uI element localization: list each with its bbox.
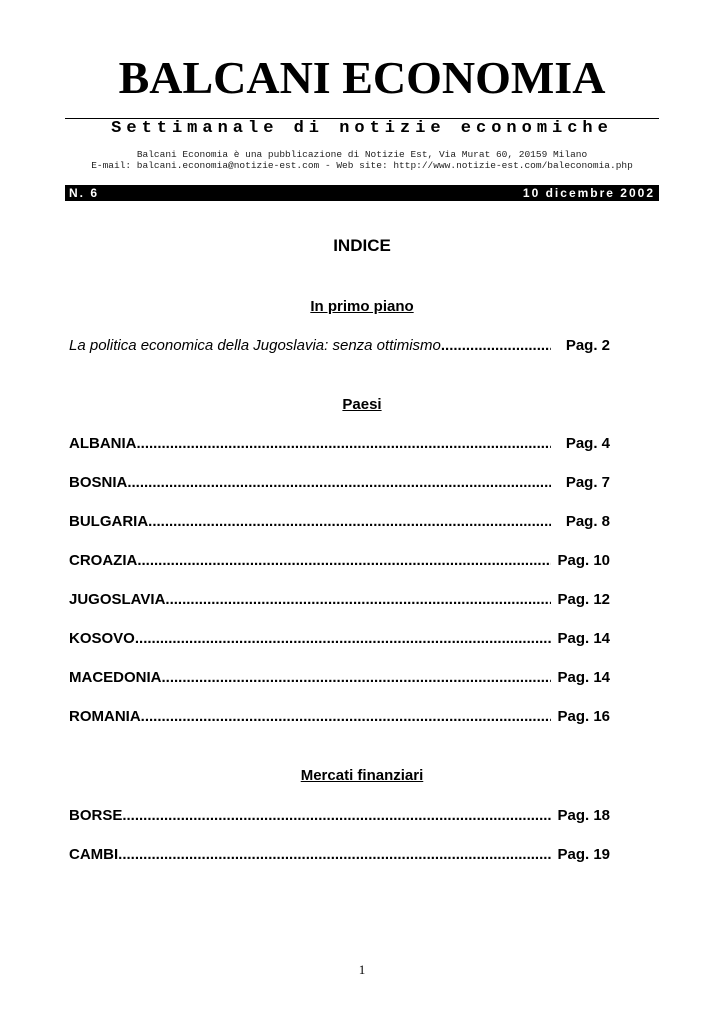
contact-line: E-mail: balcani.economia@notizie-est.com - Web site: http://www.notizie-est.com/baleconomia.php [91, 160, 633, 171]
issue-number: N. 6 [69, 186, 100, 200]
publisher-info [65, 149, 659, 171]
toc-entry-albania[interactable] [69, 434, 610, 454]
section-title-in-primo-piano: In primo piano [310, 298, 414, 315]
masthead-subtitle: Settimanale di notizie economiche [111, 119, 613, 138]
toc-entry-label: BORSE [69, 807, 123, 824]
toc-leader-dots [148, 512, 551, 532]
section-title-paesi: Paesi [342, 396, 382, 413]
toc-leader-dots [122, 806, 551, 826]
publisher-line: Balcani Economia è una pubblicazione di Notizie Est, Via Murat 60, 20159 Milano [136, 149, 588, 160]
toc-entry-label: CAMBI [69, 846, 119, 863]
toc-entry-label: KOSOVO [69, 630, 135, 647]
toc-leader-dots [165, 590, 551, 610]
toc-leader-dots [135, 629, 551, 649]
toc-entry-page: Pag. 7 [565, 474, 610, 491]
toc-entry-page: Pag. 2 [565, 337, 610, 354]
toc-entry[interactable] [69, 336, 610, 356]
toc-entry-page: Pag. 4 [565, 435, 610, 452]
toc-entry-page: Pag. 14 [557, 669, 610, 686]
page-number: 1 [358, 962, 366, 977]
toc-entry-label: ROMANIA [69, 708, 141, 725]
toc-entry-kosovo[interactable] [69, 629, 610, 649]
toc-leader-dots [137, 551, 551, 571]
issue-date: 10 dicembre 2002 [522, 186, 655, 200]
toc-leader-dots [118, 845, 551, 865]
index-title: INDICE [333, 236, 391, 255]
toc-entry-page: Pag. 8 [565, 513, 610, 530]
toc-entry-macedonia[interactable] [69, 668, 610, 688]
toc-entry-label: JUGOSLAVIA [69, 591, 166, 608]
toc-entry-croazia[interactable] [69, 551, 610, 571]
toc-leader-dots [127, 473, 551, 493]
toc-entry-label: BOSNIA [69, 474, 128, 491]
toc-entry-page: Pag. 10 [557, 552, 610, 569]
toc-entry-label: MACEDONIA [69, 669, 162, 686]
issue-bar [65, 185, 659, 201]
toc-entry-bosnia[interactable] [69, 473, 610, 493]
masthead-title: BALCANI ECONOMIA [118, 52, 606, 103]
toc-leader-dots [162, 668, 552, 688]
toc-leader-dots [141, 707, 551, 727]
toc-entry-bulgaria[interactable] [69, 512, 610, 532]
toc-entry-jugoslavia[interactable] [69, 590, 610, 610]
toc-entry-label: ALBANIA [69, 435, 137, 452]
toc-entry-label: CROAZIA [69, 552, 138, 569]
toc-entry-page: Pag. 14 [557, 630, 610, 647]
toc-entry-label: La politica economica della Jugoslavia: senza ottimismo [69, 337, 441, 354]
toc-entry-page: Pag. 19 [557, 846, 610, 863]
toc-entry-cambi[interactable] [69, 845, 610, 865]
toc-entry-page: Pag. 16 [557, 708, 610, 725]
toc-leader-dots [137, 434, 552, 454]
toc-entry-borse[interactable] [69, 806, 610, 826]
toc-entry-page: Pag. 18 [557, 807, 610, 824]
toc-entry-label: BULGARIA [69, 513, 149, 530]
toc-entry-page: Pag. 12 [557, 591, 610, 608]
toc-entry-romania[interactable] [69, 707, 610, 727]
section-title-mercati-finanziari: Mercati finanziari [300, 767, 424, 784]
toc-leader-dots [441, 336, 551, 356]
